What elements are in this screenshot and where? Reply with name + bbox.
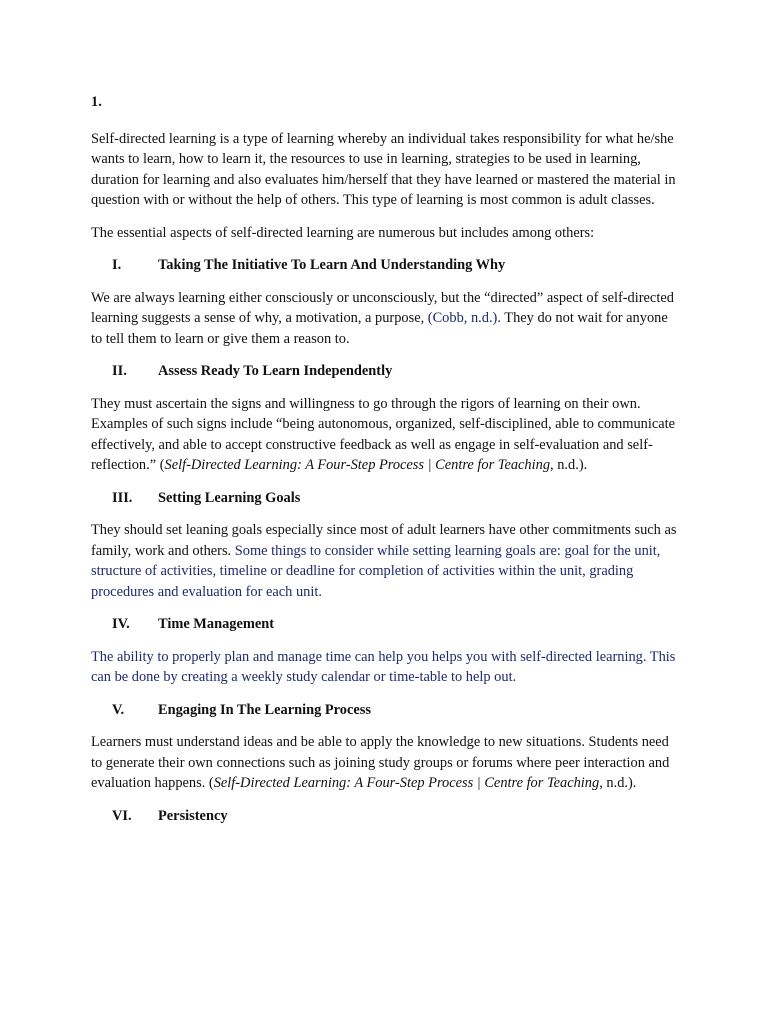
section-title: Persistency: [158, 807, 228, 824]
section-heading-4: [91, 614, 681, 635]
paragraph-text: , n.d.).: [599, 775, 637, 791]
intro-paragraph: Self-directed learning is a type of learning whereby an individual takes responsibility for what he/she wants to learn, how to learn it, the resources to use in learning, strategies to be used in learning, duration for learning and also evaluates him/herself that they have learned or mastered the material in question with or without the help of others. This type of learning is most common is adult classes.: [91, 130, 676, 208]
source-title: Self-Directed Learning: A Four-Step Process | Centre for Teaching: [213, 775, 600, 791]
section-heading-2: [91, 361, 681, 382]
section-heading-1: [91, 255, 681, 276]
section-title: Time Management: [158, 616, 275, 632]
paragraph-text: Learners must understand ideas and be able to apply the knowledge to new situations. Students need to generate their own connections such as joining study groups or forums where peer interaction and evaluation happens. (: [91, 734, 670, 791]
section-title: Taking The Initiative To Learn And Understanding Why: [158, 257, 506, 273]
section-numeral: VI.: [112, 807, 132, 824]
section-heading-3: [91, 488, 681, 509]
paragraph-text: We are always learning either consciously or unconsciously, but the “directed” aspect of self-directed learning suggests a sense of why, a motivation, a purpose,: [91, 289, 674, 326]
section-numeral: II.: [112, 363, 127, 379]
section-paragraph-2: [91, 394, 681, 476]
section-numeral: V.: [112, 701, 125, 718]
section-title: Assess Ready To Learn Independently: [158, 363, 393, 379]
section-heading-5: [91, 700, 681, 721]
section-numeral: III.: [112, 489, 133, 506]
paragraph-text: , n.d.).: [550, 457, 588, 473]
document-page: [91, 92, 681, 838]
section-paragraph-1: [91, 288, 681, 350]
source-title: Self-Directed Learning: A Four-Step Process | Centre for Teaching: [164, 457, 551, 473]
section-numeral: IV.: [112, 616, 130, 632]
aspects-intro-paragraph: The essential aspects of self-directed learning are numerous but includes among others:: [91, 224, 595, 241]
section-title: Setting Learning Goals: [158, 489, 301, 506]
section-title: Engaging In The Learning Process: [158, 701, 371, 718]
section-paragraph-5: [91, 732, 681, 794]
question-number: 1.: [91, 94, 102, 110]
section-paragraph-4: The ability to properly plan and manage time can help you helps you with self-directed learning. This can be done by creating a weekly study calendar or time-table to help out.: [91, 648, 676, 685]
section-paragraph-3: [91, 520, 681, 602]
section-numeral: I.: [112, 257, 122, 273]
paragraph-text: They must ascertain the signs and willingness to go through the rigors of learning on their own. Examples of such signs include “being autonomous, organized, self-disciplined, able to communicate effectively, and able to accept constructive feedback as well as engage in self-evaluation and self-reflection.” (: [91, 395, 676, 473]
citation-link[interactable]: (Cobb, n.d.).: [427, 310, 501, 326]
highlighted-text: Some things to consider while setting learning goals are: goal for the unit, structure of activities, timeline or deadline for completion of activities within the unit, grading procedures and evaluation for each unit.: [91, 542, 661, 600]
section-heading-6: [91, 806, 681, 827]
paragraph-text: They should set leaning goals especially since most of adult learners have other commitments such as family, work and others.: [91, 522, 677, 559]
paragraph-text: They do not wait for anyone to tell them to learn or give them a reason to.: [91, 310, 668, 347]
